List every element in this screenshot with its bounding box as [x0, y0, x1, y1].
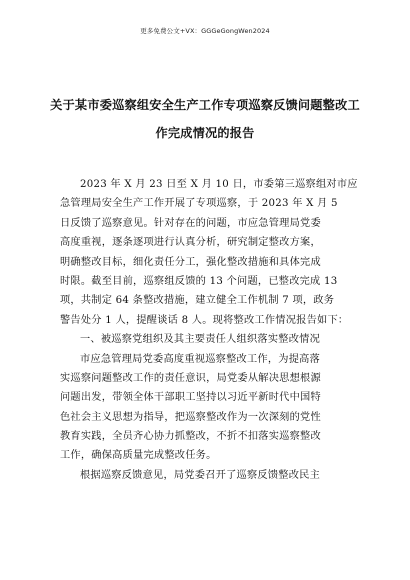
body-line: 时限。截至目前，巡察组反馈的 13 个问题，已整改完成 13 — [60, 275, 338, 287]
body-line: 问题出发，带领全体干部职工坚持以习近平新时代中国特 — [60, 392, 321, 404]
body-line: 市应急管理局党委高度重视巡察整改工作，为提高落 — [80, 353, 321, 365]
document-title-line-1: 关于某市委巡察组安全生产工作专项巡察反馈问题整改工 — [50, 98, 360, 112]
body-line: 高度重视，逐条逐项进行认真分析，研究制定整改方案， — [60, 237, 321, 249]
body-line: 色社会主义思想为指导，把巡察整改作为一次深刻的党性 — [60, 411, 321, 423]
body-line: 项，共制定 64 条整改措施，建立健全工作机制 7 项，政务 — [60, 295, 335, 307]
section-heading: 一、被巡察党组织及其主要责任人组织落实整改情况 — [80, 334, 321, 346]
body-line: 工作，确保高质量完成整改任务。 — [60, 450, 217, 462]
body-line: 警告处分 1 人，提醒谈话 8 人。现将整改工作情况报告如下： — [60, 314, 349, 326]
header-note: 更多免费公文+VX：GGGeGongWen2024 — [140, 27, 270, 35]
body-line: 根据巡察反馈意见，局党委召开了巡察反馈整改民主 — [80, 469, 321, 481]
document-body — [60, 175, 360, 485]
document-title-line-2: 作完成情况的报告 — [155, 126, 255, 140]
body-line: 日反馈了巡察意见。针对存在的问题，市应急管理局党委 — [60, 217, 321, 229]
body-line: 2023 年 X 月 23 日至 X 月 10 日，市委第三巡察组对市应 — [80, 179, 358, 190]
body-line: 明确整改目标，细化责任分工，强化整改措施和具体完成 — [60, 256, 321, 268]
body-line: 实巡察问题整改工作的责任意识，局党委从解决思想根源 — [60, 372, 321, 384]
body-line: 急管理局安全生产工作开展了专项巡察，于 2023 年 X 月 5 — [60, 198, 338, 210]
body-line: 教育实践，全员齐心协力抓整改，不折不扣落实巡察整改 — [60, 431, 321, 443]
